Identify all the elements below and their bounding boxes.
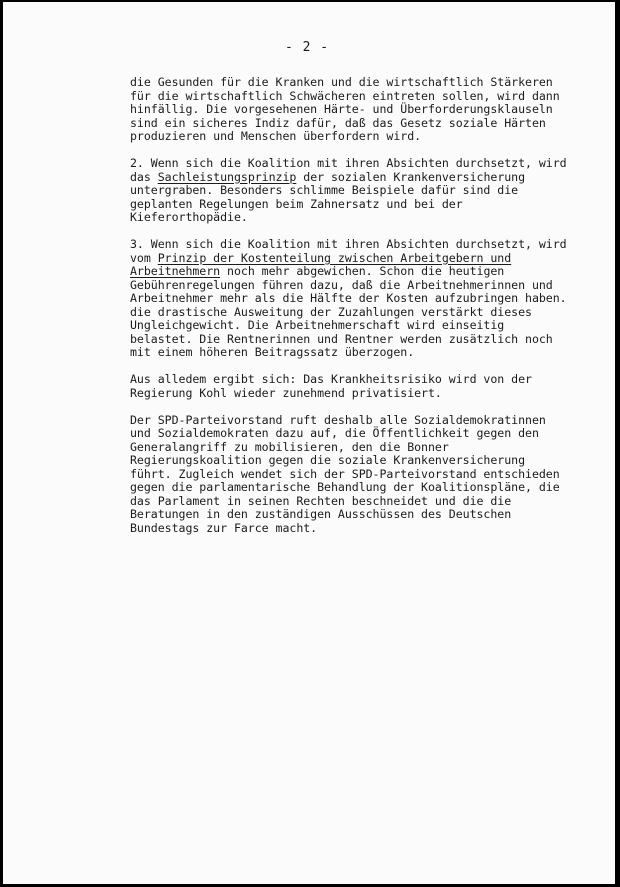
paragraph-point-3 <box>130 238 600 360</box>
document-page <box>3 2 615 884</box>
text-line: Bundestags zur Farce macht. <box>130 520 318 535</box>
text-line: die drastische Ausweitung der Zuzahlungen verstärkt dieses <box>130 304 532 319</box>
text-segment: noch mehr abgewichen. Schon die heutigen <box>227 264 505 278</box>
underlined-term: Prinzip der Kostenteilung zwischen Arbeitgebern und <box>157 250 512 265</box>
text-segment: vom <box>130 250 151 265</box>
text-line: 2. Wenn sich die Koalition mit ihren Absichten durchsetzt, wird <box>130 156 567 170</box>
paragraph-conclusion <box>130 373 600 400</box>
text-line: führt. Zugleich wendet sich der SPD-Parteivorstand entschieden <box>130 466 560 481</box>
document-body <box>130 76 600 549</box>
text-line: Der SPD-Parteivorstand ruft deshalb alle Sozialdemokratinnen <box>130 412 546 427</box>
text-line: die Gesunden für die Kranken und die wirtschaftlich Stärkeren <box>130 75 553 89</box>
text-line: Beratungen in den zuständigen Ausschüssen des Deutschen <box>130 507 512 521</box>
text-line: gegen die parlamentarische Behandlung der Koalitionspläne, die <box>130 480 560 494</box>
page-number: - 2 - <box>285 40 330 55</box>
paragraph-point-2 <box>130 157 600 225</box>
text-line: geplanten Regelungen beim Zahnersatz und bei der <box>130 196 463 211</box>
text-line: für die wirtschaftlich Schwächeren eintreten sollen, wird dann <box>130 88 560 103</box>
text-line: Regierungskoalition gegen die soziale Krankenversicherung <box>130 453 526 467</box>
text-line: und Sozialdemokraten dazu auf, die Öffentlichkeit gegen den <box>130 426 539 440</box>
text-line <box>130 265 600 279</box>
text-line <box>130 252 600 266</box>
paragraph-continuation <box>130 76 600 144</box>
text-line: belastet. Die Rentnerinnen und Rentner werden zusätzlich noch <box>130 331 553 346</box>
paragraph-appeal <box>130 414 600 536</box>
text-segment: der sozialen Krankenversicherung <box>303 169 526 184</box>
text-line: untergraben. Besonders schlimme Beispiele dafür sind die <box>130 183 519 197</box>
text-line: sind ein sicheres Indiz dafür, daß das Gesetz soziale Härten <box>130 115 546 130</box>
underlined-term: Sachleistungsprinzip <box>157 169 297 184</box>
text-line: das Parlament in seinen Rechten beschneidet und die die <box>130 493 512 508</box>
underlined-term: Arbeitnehmern <box>130 264 221 278</box>
text-line: 3. Wenn sich die Koalition mit ihren Absichten durchsetzt, wird <box>130 237 567 251</box>
text-line: Gebührenregelungen führen dazu, daß die Arbeitnehmerinnen und <box>130 277 553 292</box>
text-line: produzieren und Menschen überfordern wird. <box>130 129 422 143</box>
text-line: Kieferorthopädie. <box>130 210 248 224</box>
text-line: mit einem höheren Beitragssatz überzogen. <box>130 345 415 359</box>
text-line: Arbeitnehmer mehr als die Hälfte der Kosten aufzubringen haben. <box>130 291 567 305</box>
text-segment: das <box>130 169 151 184</box>
text-line <box>130 171 600 185</box>
text-line: hinfällig. Die vorgesehenen Härte- und Überforderungsklauseln <box>130 102 553 116</box>
text-line: Ungleichgewicht. Die Arbeitnehmerschaft wird einseitig <box>130 318 505 332</box>
text-line: Aus alledem ergibt sich: Das Krankheitsrisiko wird von der <box>130 372 532 386</box>
text-line: Regierung Kohl wieder zunehmend privatisiert. <box>130 385 442 400</box>
text-line: Generalangriff zu mobilisieren, den die Bonner <box>130 439 449 454</box>
